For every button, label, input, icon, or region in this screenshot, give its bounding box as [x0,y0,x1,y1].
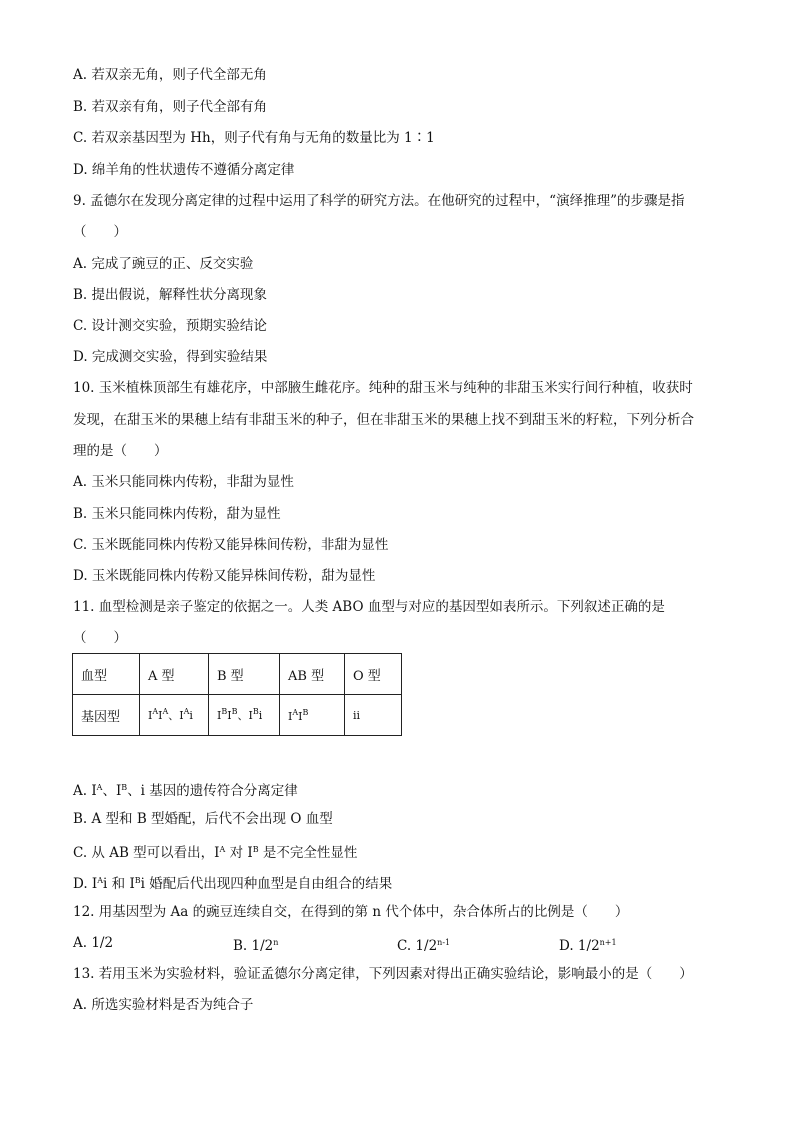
q9-option-b: B. 提出假说，解释性状分离现象 [73,287,268,303]
table-header-cell: O 型 [345,654,402,695]
q13-stem: 13. 若用玉米为实验材料，验证孟德尔分离定律，下列因素对得出正确实验结论，影响最小的是（ ） [73,966,693,982]
q10-stem-line3: 理的是（ ） [73,443,168,459]
q9-option-a: A. 完成了豌豆的正、反交实验 [73,256,254,272]
q12-option-b: B. 1/2$^n$ [233,938,279,954]
table-header-cell: B 型 [209,654,280,695]
q11-option-b: B. A 型和 B 型婚配，后代不会出现 O 血型 [73,811,333,827]
table-row [73,695,402,736]
q12-option-d: D. $1/2^{n+1}$ [559,938,617,954]
table-cell: 基因型 [73,695,140,736]
q10-option-b: B. 玉米只能同株内传粉，甜为显性 [73,506,281,522]
q9-option-d: D. 完成测交实验，得到实验结果 [73,349,268,365]
table-header-cell: A 型 [140,654,209,695]
q11-stem-line1: 11. 血型检测是亲子鉴定的依据之一。人类 ABO 血型与对应的基因型如表所示。下列叙述正确的是 [73,599,665,615]
q11-option-d: D. $I^Ai$ 和 $I^Bi$ 婚配后代出现四种血型是自由组合的结果 [73,876,393,892]
q9-stem-line1: 9. 孟德尔在发现分离定律的过程中运用了科学的研究方法。在他研究的过程中，“演绎推理”的步骤是指 [73,193,685,209]
q12-stem: 12. 用基因型为 Aa 的豌豆连续自交，在得到的第 n 代个体中，杂合体所占的比例是（ ） [73,904,629,920]
q13-option-a: A. 所选实验材料是否为纯合子 [73,997,254,1013]
q8-option-b: B. 若双亲有角，则子代全部有角 [73,99,268,115]
q12-option-c: C. 1/2$^{n-1}$ [397,938,451,954]
table-cell: $I^AI^A$、$I^Ai$ [140,695,209,736]
q8-option-c: C. 若双亲基因型为 Hh，则子代有角与无角的数量比为 1∶1 [73,130,435,146]
q11-stem-line2: （ ） [73,630,127,646]
q10-stem-line2: 发现，在甜玉米的果穗上结有非甜玉米的种子，但在非甜玉米的果穗上找不到甜玉米的籽粒，下列分析合 [73,412,694,428]
q10-stem-line1: 10. 玉米植株顶部生有雄花序，中部腋生雌花序。纯种的甜玉米与纯种的非甜玉米实行间行种植，收获时 [73,380,693,396]
table-header-cell: AB 型 [280,654,345,695]
blood-type-table [72,653,402,736]
q10-option-c: C. 玉米既能同株内传粉又能异株间传粉，非甜为显性 [73,537,389,553]
q8-option-a: A. 若双亲无角，则子代全部无角 [73,67,267,83]
table-cell: $I^BI^B$、$I^Bi$ [209,695,280,736]
q10-option-d: D. 玉米既能同株内传粉又能异株间传粉，甜为显性 [73,568,376,584]
q10-option-a: A. 玉米只能同株内传粉，非甜为显性 [73,474,294,490]
q11-option-c: C. 从 AB 型可以看出，$I^A$ 对 $I^B$ 是不完全性显性 [73,845,358,861]
q9-stem-line2: （ ） [73,224,127,240]
table-cell: $I^AI^B$ [280,695,345,736]
table-header-cell: 血型 [73,654,140,695]
q9-option-c: C. 设计测交实验，预期实验结论 [73,318,267,334]
table-row [73,654,402,695]
table-cell: ii [345,695,402,736]
q12-option-a: A. 1/2 [73,935,114,951]
q11-option-a: A. $I^A$、$I^B$、i 基因的遗传符合分离定律 [73,783,298,799]
q8-option-d: D. 绵羊角的性状遗传不遵循分离定律 [73,162,295,178]
